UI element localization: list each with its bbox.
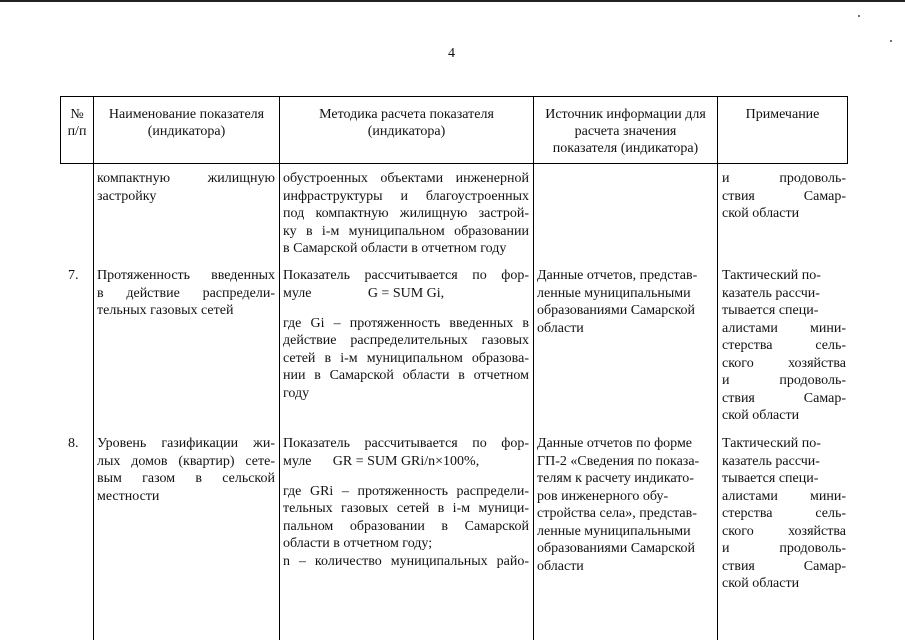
- header-note: Примечание: [745, 107, 820, 122]
- row-7-source: Данные отчетов, представ- ленные муниципальными образованиями Самарской области: [537, 268, 698, 336]
- row-7-note: Тактический по- казатель рассчи- тывается специ- алистами мини- стерства сель- ского хозяйства и продоволь- ствия Самар- ской области: [722, 268, 846, 423]
- header-indicator-name: Наименование показателя (индикатора): [108, 107, 265, 139]
- row-7-formula: G = SUM Gi,: [367, 286, 445, 301]
- column-divider: [279, 96, 280, 640]
- row-8-source: Данные отчетов по форме ГП-2 «Сведения по показа- телям к расчету индикато- ров инженерного обу- стройства села», представ- ленные муниципальными образованиями Самарской области: [537, 436, 700, 574]
- row-continued-note: и продоволь- ствия Самар- ской области: [722, 171, 846, 221]
- row-7-method: Показатель рассчитывается по фор- муле G = SUM Gi, где Gi – протяженность введенных в действие распределительных газовых сетей в i-м муниципальном образова- нии в Самарской области в отчетном году: [283, 268, 529, 401]
- scan-top-edge: [0, 0, 905, 2]
- row-continued-name: компактную жилищную застройку: [97, 171, 275, 204]
- header-number: № п/п: [67, 107, 87, 139]
- row-continued-method: обустроенных объектами инженерной инфраструктуры и благоустроенных под компактную жилищную застрой- ку в i-м муниципальном образовании в Самарской области в отчетном году: [283, 171, 529, 256]
- row-7-number: 7.: [68, 268, 79, 283]
- row-8-method: Показатель рассчитывается по фор- муле GR = SUM GRi/n×100%, где GRi – протяженность распредели- тельных газовых сетей в i-м муници- пальном образовании в Самарской области в отчетном году; n – количество муниципальных райо-: [283, 436, 529, 569]
- header-information-source: Источник информации для расчета значения показателя (индикатора): [545, 107, 706, 156]
- row-7-name: Протяженность введенных в действие распредели- тельных газовых сетей: [97, 268, 275, 318]
- row-8-name: Уровень газификации жи- лых домов (квартир) сете- вым газом в сельской местности: [97, 436, 275, 504]
- scan-speck: [890, 40, 892, 42]
- column-divider: [533, 96, 534, 640]
- column-divider: [93, 96, 94, 640]
- row-8-formula: GR = SUM GRi/n×100%,: [332, 454, 480, 469]
- scan-speck: [858, 15, 860, 17]
- table-border-right: [847, 96, 848, 164]
- column-divider: [717, 96, 718, 640]
- row-8-number: 8.: [68, 436, 79, 451]
- page-number: 4: [448, 46, 455, 61]
- table-header-bottom-border: [60, 163, 848, 164]
- table-top-border: [60, 96, 848, 97]
- row-8-note: Тактический по- казатель рассчи- тывается специ- алистами мини- стерства сель- ского хозяйства и продоволь- ствия Самар- ской области: [722, 436, 846, 591]
- header-calculation-method: Методика расчета показателя (индикатора): [319, 107, 494, 139]
